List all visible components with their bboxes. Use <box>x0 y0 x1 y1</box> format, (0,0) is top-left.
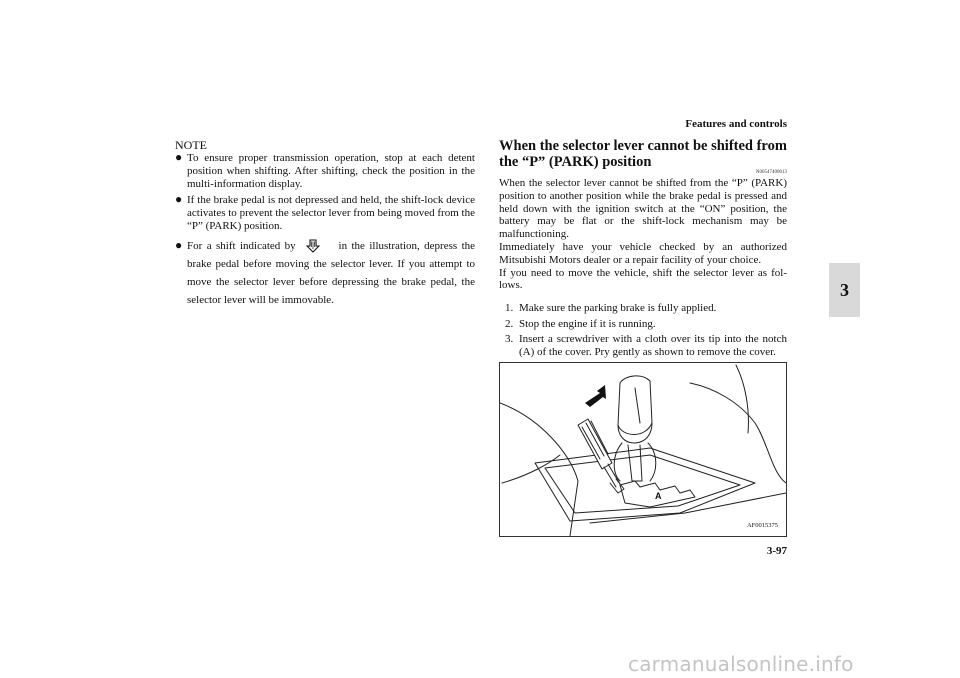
figure-label-a: A <box>655 491 662 501</box>
step-item <box>499 302 787 315</box>
steps-list <box>499 302 787 359</box>
lever-console-drawing <box>500 363 786 536</box>
note-bullet-text: If the brake pedal is not depressed and held, the shift-lock device activates to prevent the selector lever from being moved from the “P” (PARK) position. <box>187 194 475 232</box>
step-number: 2. <box>505 317 514 330</box>
note-block <box>175 139 475 312</box>
note-bullet-text-start: For a shift indicated by <box>187 240 296 252</box>
paragraph: When the selector lever cannot be shifted from the “P” (PARK) position to another position while the brake pedal is pressed and held down with the ignition switch at the “ON” position, the battery may be flat or the shift-lock mechanism may be malfunctioning. <box>499 177 787 241</box>
selector-lever-illustration <box>499 362 787 537</box>
bullet-icon: ● <box>175 192 183 206</box>
section-code: N00547400013 <box>755 170 787 175</box>
step-item <box>499 318 787 331</box>
step-number: 1. <box>505 302 514 315</box>
step-item <box>499 333 787 359</box>
note-bullet <box>175 237 475 309</box>
step-text: Insert a screwdriver with a cloth over its tip into the notch (A) of the cover. Pry gently as shown to remove the cover. <box>519 333 787 359</box>
press-pedal-arrow-icon <box>306 239 320 253</box>
note-bullet <box>175 152 475 191</box>
section-tab <box>829 263 860 317</box>
bullet-icon: ● <box>175 238 183 252</box>
page-header-title: Features and controls <box>685 118 787 130</box>
step-text: Make sure the parking brake is fully applied. <box>519 302 717 315</box>
note-bullet-text-end: in the illustration, depress the brake pedal before moving the selector lever. If you attempt to move the selector lever before depressing the brake pedal, the selector lever will be immovable. <box>187 240 476 306</box>
note-label: NOTE <box>175 138 207 152</box>
step-text: Stop the engine if it is running. <box>519 317 656 330</box>
page-number: 3-97 <box>766 545 787 557</box>
push-arrow-icon <box>585 385 606 407</box>
note-bullet-text: To ensure proper transmission operation, stop at each detent position when shifting. After shifting, check the position in the multi-information display. <box>187 152 475 190</box>
bullet-icon: ● <box>175 150 183 164</box>
selector-lever-section <box>499 138 787 362</box>
section-number: 3 <box>840 279 849 300</box>
section-paragraphs <box>499 177 787 292</box>
figure-code: AF0015375 <box>746 522 778 529</box>
note-bullet <box>175 194 475 233</box>
site-watermark: carmanualsonline.info <box>628 652 854 676</box>
paragraph: Immediately have your vehicle checked by an authorized Mitsubishi Motors dealer or a repair facility of your choice. <box>499 240 787 266</box>
section-heading: When the selector lever cannot be shifted from the “P” (PARK) position <box>499 138 787 170</box>
paragraph: If you need to move the vehicle, shift the selector lever as fol-lows. <box>499 266 787 292</box>
step-number: 3. <box>505 333 514 346</box>
